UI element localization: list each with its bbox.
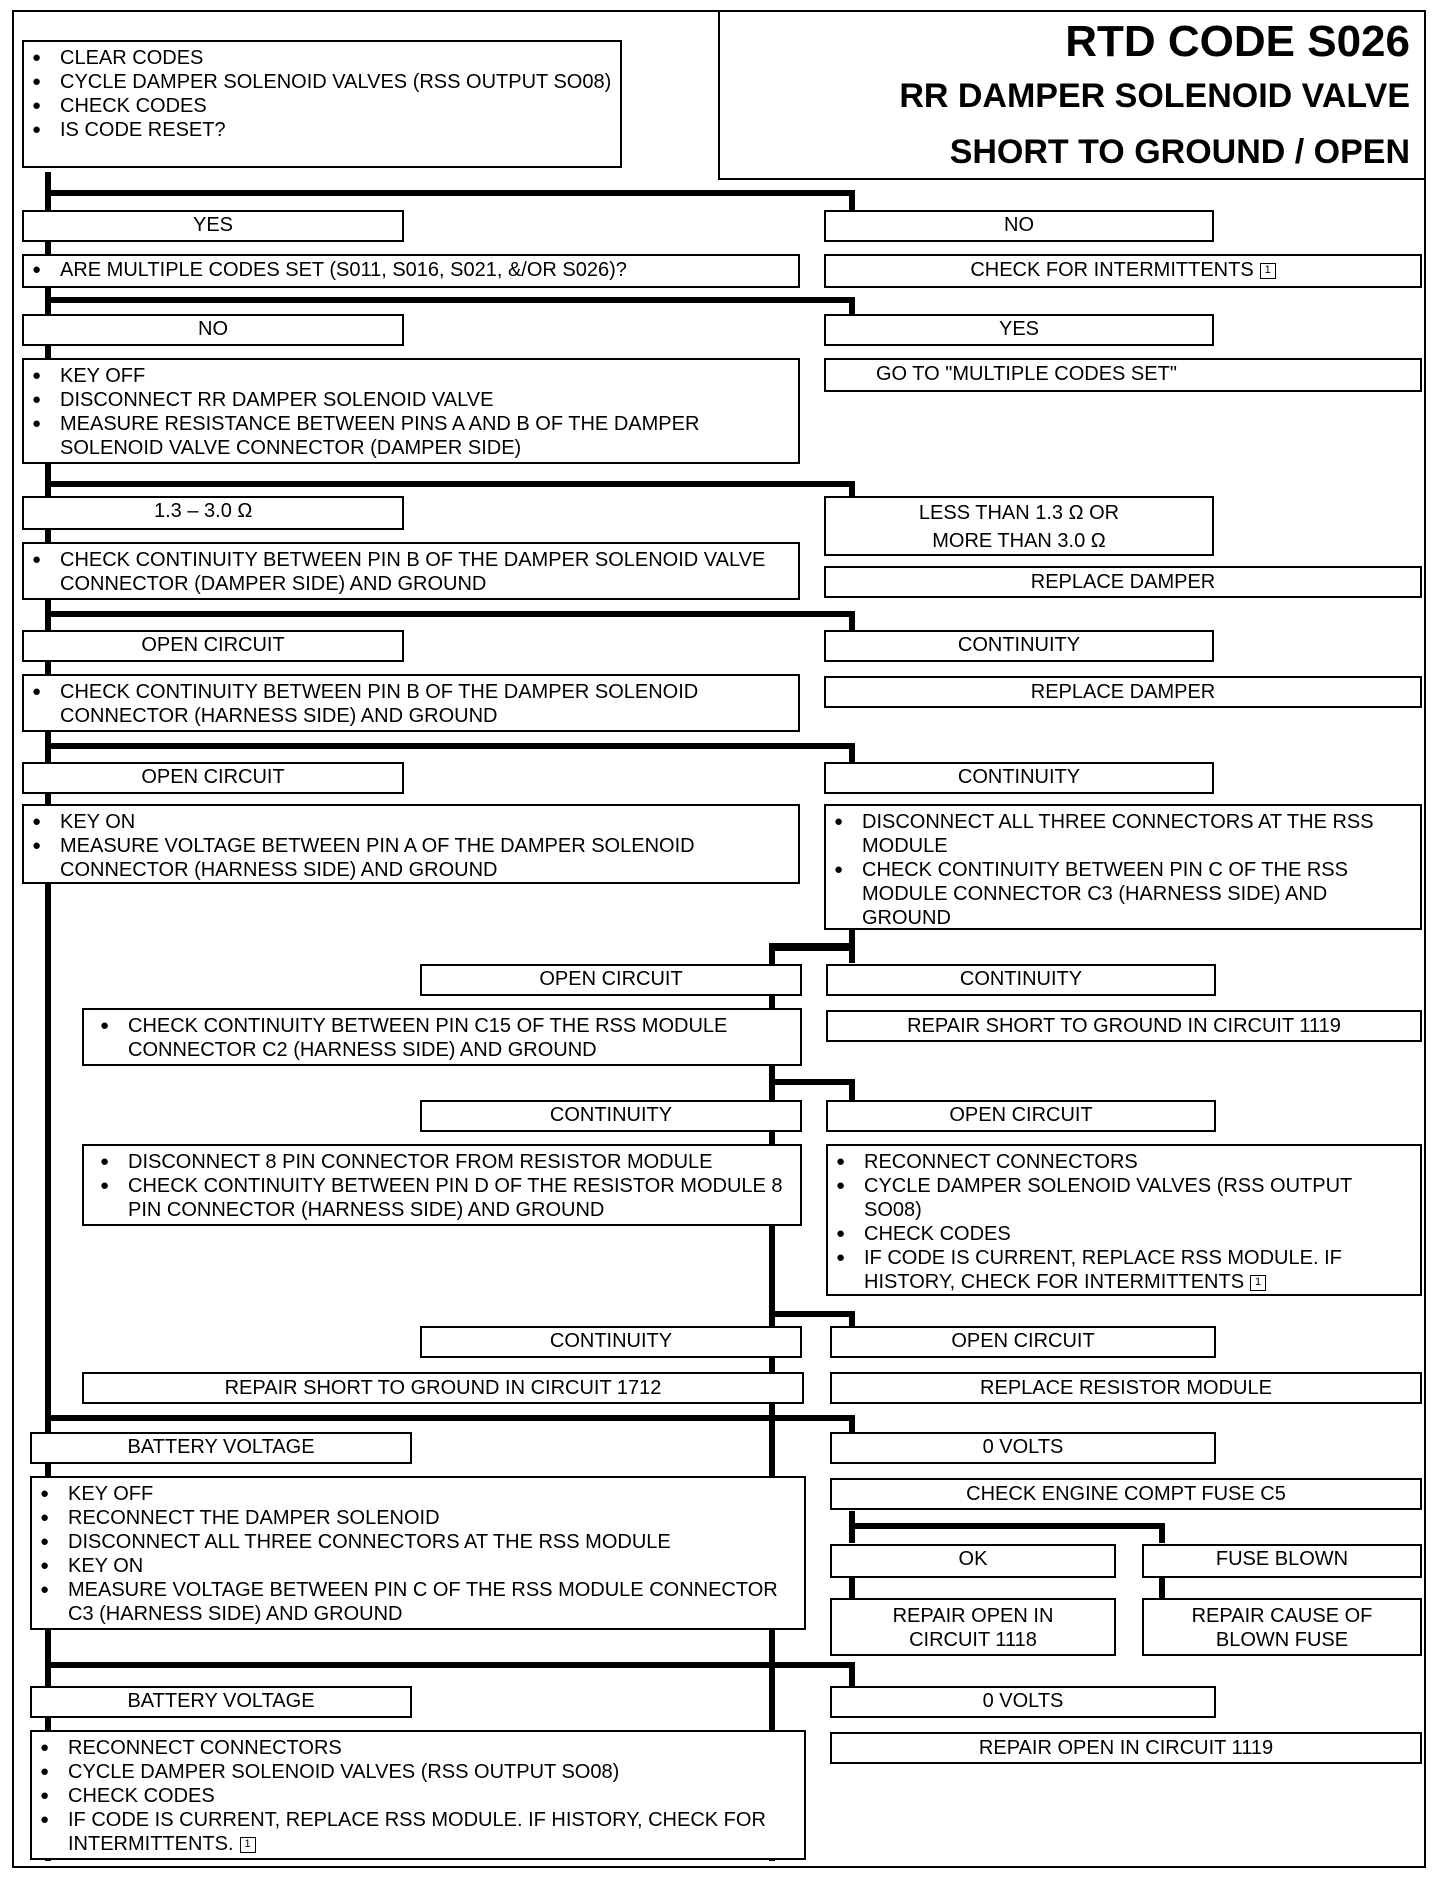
page-title: RTD CODE S026 bbox=[1065, 17, 1410, 66]
step8-item-2: ● CHECK CONTINUITY BETWEEN PIN D OF THE RESISTOR MODULE 8 PIN CONNECTOR (HARNESS SIDE) AND GROUND bbox=[128, 1174, 794, 1222]
b5-open-label: OPEN CIRCUIT bbox=[22, 762, 404, 794]
b3-bad-line2: MORE THAN 3.0 Ω bbox=[932, 530, 1106, 552]
repair-1119-open-box bbox=[830, 1732, 1422, 1764]
yes2-action-text: GO TO "MULTIPLE CODES SET" bbox=[876, 363, 1177, 385]
b1-no-label: NO bbox=[824, 210, 1214, 242]
step9-box bbox=[30, 1476, 806, 1630]
step2-item-1: ● ARE MULTIPLE CODES SET (S011, S016, S021, &/OR S026)? bbox=[60, 258, 792, 282]
step10-item-1: ● RECONNECT CONNECTORS bbox=[68, 1736, 798, 1760]
step3-item-2: ● DISCONNECT RR DAMPER SOLENOID VALVE bbox=[60, 388, 792, 412]
step6-item-2: ● MEASURE VOLTAGE BETWEEN PIN A OF THE DAMPER SOLENOID CONNECTOR (HARNESS SIDE) AND GROUND bbox=[60, 834, 792, 882]
step1-item-2: ● CYCLE DAMPER SOLENOID VALVES (RSS OUTPUT SO08) bbox=[60, 70, 614, 94]
no1-action-box bbox=[824, 254, 1422, 288]
repair-1119-open-text: REPAIR OPEN IN CIRCUIT 1119 bbox=[978, 1737, 1274, 1759]
check-fuse-box bbox=[830, 1478, 1422, 1510]
step8r-box bbox=[826, 1144, 1422, 1296]
split-line-6 bbox=[772, 948, 852, 960]
repair-1119-short-box bbox=[826, 1010, 1422, 1042]
repair-1712-box bbox=[82, 1372, 804, 1404]
step2-box bbox=[22, 254, 800, 288]
step8-box bbox=[82, 1144, 802, 1226]
repair-1118-line2: CIRCUIT 1118 bbox=[909, 1629, 1037, 1651]
step9-item-1: ● KEY OFF bbox=[68, 1482, 798, 1506]
replace-damper-1-text: REPLACE DAMPER bbox=[1030, 571, 1216, 593]
b4-open-label: OPEN CIRCUIT bbox=[22, 630, 404, 662]
replace-resistor-box bbox=[830, 1372, 1422, 1404]
step8r-item-1: ● RECONNECT CONNECTORS bbox=[864, 1150, 1414, 1174]
b3-bad-label bbox=[824, 496, 1214, 556]
branch-line-4 bbox=[48, 614, 852, 630]
repair-1118-line1: REPAIR OPEN IN bbox=[892, 1605, 1054, 1627]
b2-no-label: NO bbox=[22, 314, 404, 346]
step4-item-1: ● CHECK CONTINUITY BETWEEN PIN B OF THE DAMPER SOLENOID VALVE CONNECTOR (DAMPER SIDE) AND GROUND bbox=[60, 548, 792, 596]
b5-cont-label: CONTINUITY bbox=[824, 762, 1214, 794]
repair-1712-text: REPAIR SHORT TO GROUND IN CIRCUIT 1712 bbox=[224, 1377, 662, 1399]
title-line-2: RR DAMPER SOLENOID VALVE bbox=[899, 77, 1410, 115]
b3-bad-line1: LESS THAN 1.3 Ω OR bbox=[918, 502, 1120, 524]
step1-item-3: ● CHECK CODES bbox=[60, 94, 614, 118]
b7-cont-label: CONTINUITY bbox=[420, 1100, 802, 1132]
b8-cont-label: CONTINUITY bbox=[420, 1326, 802, 1358]
repair-blown-line2: BLOWN FUSE bbox=[1215, 1629, 1349, 1651]
replace-resistor-text: REPLACE RESISTOR MODULE bbox=[980, 1377, 1272, 1399]
repair-blown-box bbox=[1142, 1598, 1422, 1656]
step8r-item-3: ● CHECK CODES bbox=[864, 1222, 1414, 1246]
yes2-action-box bbox=[824, 358, 1422, 392]
branch-line-1 bbox=[48, 193, 852, 210]
step7-item-1: ● CHECK CONTINUITY BETWEEN PIN C15 OF THE RSS MODULE CONNECTOR C2 (HARNESS SIDE) AND GROUND bbox=[128, 1014, 794, 1062]
step1-item-4: ● IS CODE RESET? bbox=[60, 118, 614, 142]
b10-ok-label: OK bbox=[830, 1544, 1116, 1578]
step10-box bbox=[30, 1730, 806, 1860]
check-fuse-text: CHECK ENGINE COMPT FUSE C5 bbox=[966, 1483, 1286, 1505]
branch-line-3 bbox=[48, 484, 852, 496]
step10-item-3: ● CHECK CODES bbox=[68, 1784, 798, 1808]
b9-zero-label: 0 VOLTS bbox=[830, 1432, 1216, 1464]
b10-blown-label: FUSE BLOWN bbox=[1142, 1544, 1422, 1578]
title-line-3: SHORT TO GROUND / OPEN bbox=[949, 133, 1410, 171]
ref-note-icon: 1 bbox=[240, 1837, 256, 1853]
split-line-7 bbox=[772, 1082, 852, 1098]
branch-line-9 bbox=[48, 1418, 852, 1430]
step9-item-3: ● DISCONNECT ALL THREE CONNECTORS AT THE RSS MODULE bbox=[68, 1530, 798, 1554]
branch-line-2 bbox=[48, 300, 852, 314]
b11-batt-label: BATTERY VOLTAGE bbox=[30, 1686, 412, 1718]
step8r-item-4 bbox=[864, 1246, 1414, 1294]
repair-1118-box bbox=[830, 1598, 1116, 1656]
step6-box bbox=[22, 804, 800, 884]
b7-open-label: OPEN CIRCUIT bbox=[826, 1100, 1216, 1132]
title-block bbox=[718, 10, 1426, 180]
step6r-box bbox=[824, 804, 1422, 930]
b11-zero-label: 0 VOLTS bbox=[830, 1686, 1216, 1718]
step3-item-3: ● MEASURE RESISTANCE BETWEEN PINS A AND B OF THE DAMPER SOLENOID VALVE CONNECTOR (DAMPER SIDE) bbox=[60, 412, 792, 460]
repair-blown-line1: REPAIR CAUSE OF bbox=[1191, 1605, 1373, 1627]
step8r-item-4-text: IF CODE IS CURRENT, REPLACE RSS MODULE. IF HISTORY, CHECK FOR INTERMITTENTS bbox=[864, 1247, 1342, 1293]
b3-ok-label: 1.3 – 3.0 Ω bbox=[22, 496, 404, 530]
step8r-item-2: ● CYCLE DAMPER SOLENOID VALVES (RSS OUTPUT SO08) bbox=[864, 1174, 1414, 1222]
b6-open-label: OPEN CIRCUIT bbox=[420, 964, 802, 996]
b8-open-label: OPEN CIRCUIT bbox=[830, 1326, 1216, 1358]
b9-batt-label: BATTERY VOLTAGE bbox=[30, 1432, 412, 1464]
step6-item-1: ● KEY ON bbox=[60, 810, 792, 834]
step1-box bbox=[22, 40, 622, 168]
fuse-branch-line bbox=[852, 1514, 1162, 1540]
step10-item-4 bbox=[68, 1808, 798, 1856]
step6r-item-1: ● DISCONNECT ALL THREE CONNECTORS AT THE RSS MODULE bbox=[862, 810, 1414, 858]
step4-box bbox=[22, 542, 800, 600]
branch-line-10 bbox=[48, 1665, 852, 1686]
no1-action-text: CHECK FOR INTERMITTENTS bbox=[970, 259, 1254, 281]
b1-yes-label: YES bbox=[22, 210, 404, 242]
b6-cont-label: CONTINUITY bbox=[826, 964, 1216, 996]
step1-item-1: ● CLEAR CODES bbox=[60, 46, 614, 70]
step10-item-2: ● CYCLE DAMPER SOLENOID VALVES (RSS OUTPUT SO08) bbox=[68, 1760, 798, 1784]
repair-1119-short-text: REPAIR SHORT TO GROUND IN CIRCUIT 1119 bbox=[907, 1015, 1341, 1037]
step3-item-1: ● KEY OFF bbox=[60, 364, 792, 388]
step5-item-1: ● CHECK CONTINUITY BETWEEN PIN B OF THE DAMPER SOLENOID CONNECTOR (HARNESS SIDE) AND GROUND bbox=[60, 680, 792, 728]
step7-box bbox=[82, 1008, 802, 1066]
step9-item-5: ● MEASURE VOLTAGE BETWEEN PIN C OF THE RSS MODULE CONNECTOR C3 (HARNESS SIDE) AND GROUND bbox=[68, 1578, 798, 1626]
replace-damper-2-text: REPLACE DAMPER bbox=[1030, 681, 1216, 703]
step5-box bbox=[22, 674, 800, 732]
ref-note-icon: 1 bbox=[1250, 1275, 1266, 1291]
step6r-item-2: ● CHECK CONTINUITY BETWEEN PIN C OF THE RSS MODULE CONNECTOR C3 (HARNESS SIDE) AND GROUND bbox=[862, 858, 1414, 930]
step10-item-4-text: IF CODE IS CURRENT, REPLACE RSS MODULE. IF HISTORY, CHECK FOR INTERMITTENTS. bbox=[68, 1809, 766, 1855]
step3-box bbox=[22, 358, 800, 464]
b2-yes-label: YES bbox=[824, 314, 1214, 346]
ref-note-icon: 1 bbox=[1260, 263, 1276, 279]
replace-damper-1-box bbox=[824, 566, 1422, 598]
b4-cont-label: CONTINUITY bbox=[824, 630, 1214, 662]
step8-item-1: ● DISCONNECT 8 PIN CONNECTOR FROM RESISTOR MODULE bbox=[128, 1150, 794, 1174]
step9-item-4: ● KEY ON bbox=[68, 1554, 798, 1578]
replace-damper-2-box bbox=[824, 676, 1422, 708]
step9-item-2: ● RECONNECT THE DAMPER SOLENOID bbox=[68, 1506, 798, 1530]
